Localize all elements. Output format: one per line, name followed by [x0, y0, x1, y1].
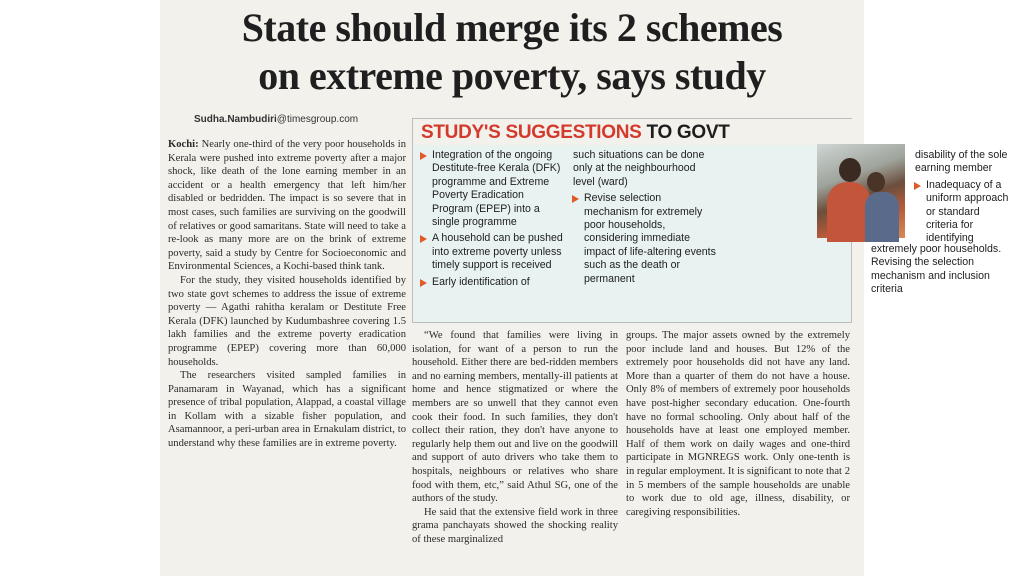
- suggestion-item: Early identification of: [419, 276, 565, 289]
- article-paragraph-2: For the study, they visited households identified by two state govt schemes to address the issue of extreme poverty — Agathi rahitha keralam or Destitute Free Kerala (DFK) launched by Kudumbashree covering 1.5 lakh families and the extreme poverty eradication programme (EPEP) covering more than 60,000 households.: [168, 274, 406, 368]
- suggestion-continuation: such situations can be done only at the neighbourhood level (ward): [573, 149, 705, 188]
- headline: [180, 4, 844, 100]
- article-column-2: [412, 329, 618, 547]
- article-column-1: [168, 138, 406, 451]
- suggestions-column-3: [913, 149, 1009, 249]
- suggestions-column-1: [419, 149, 565, 292]
- suggestion-item: Revise selection mechanism for extremely poor households, considering immediate impact of life-altering events such as the death or permanent: [571, 192, 717, 286]
- byline-email: @timesgroup.com: [276, 114, 359, 125]
- suggestion-continuation: disability of the sole earning member: [915, 149, 1008, 175]
- article-paragraph-4: “We found that families were living in isolation, for want of a person to run the household. Either there are bed-ridden members and no earning members, mentally-ill patients at home and hence stigmatized or where the members are so unwell that they cannot even cook their food. In such families, they don't collect their ration, they don't have anyone to regularly help them out and live on the goodwill and support of auto drivers who take them to hospitals, neighbours or relatives who share food with them, etc,” said Athul SG, one of the authors of the study.: [412, 330, 618, 505]
- article-paragraph-5: He said that the extensive field work in three grama panchayats showed the shocking reality of these marginalized: [412, 506, 618, 545]
- dateline: Kochi:: [168, 139, 199, 150]
- suggestions-column-2: [571, 149, 717, 289]
- article-paragraph-1: Kochi: Nearly one-third of the very poor households in Kerala were pushed into extreme poverty after a major shock, like death of the lone earning member in an accident or a health emergency that left him/her disabled or bedridden. The impact is so severe that in most cases, such families are surviving on the goodwill of relatives or good samaritans. State will need to take a re-look as many more are on the brink of extreme poverty, said a study by Centre for Socioeconomic and Environmental Sciences, a Kochi-based think tank.: [168, 139, 406, 273]
- arrow-bullet-icon: [914, 182, 921, 190]
- article-column-3: [626, 329, 850, 519]
- headline-line-2: on extreme poverty, says study: [258, 53, 766, 98]
- suggestion-continuation-under-photo: extremely poor households. Revising the selection mechanism and inclusion criteria: [871, 243, 1002, 296]
- arrow-bullet-icon: [420, 235, 427, 243]
- suggestion-item: Integration of the ongoing Destitute-free Kerala (DFK) programme and Extreme Poverty Eradication Program (EPEP) into a single programme: [419, 149, 565, 229]
- suggestions-box: [412, 118, 1009, 323]
- arrow-bullet-icon: [420, 152, 427, 160]
- headline-line-1: State should merge its 2 schemes: [241, 5, 783, 50]
- photo-woman-with-child: [817, 144, 905, 238]
- article-paragraph-6: groups. The major assets owned by the extremely poor include land and houses. But 12% of the extremely poor households did not have any land. More than a quarter of them do not have a house. Only 8% of members of extremely poor households have post-higher secondary education. One-fourth have no formal schooling. Only about half of the households have at least one employed member. Half of them work on daily wages and one-third participate in MGNREGS work. Only one-tenth is in regular employment. It is significant to note that 2 in 5 members of the sample households are unable to work due to old age, illness, disability, or caregiving responsibilities.: [626, 330, 850, 518]
- article-paragraph-3: The researchers visited sampled families in Panamaram in Wayanad, which has a significant presence of tribal population, Alappad, a coastal village in Kollam with a sizable fisher population, and Asamannoor, a peri-urban area in Ernakulam district, to understand why these families are in extreme poverty.: [168, 370, 406, 450]
- suggestions-box-title: STUDY'S SUGGESTIONS TO GOVT: [413, 119, 853, 145]
- suggestion-item: Inadequacy of a uniform approach or standard criteria for identifying: [913, 179, 1009, 246]
- arrow-bullet-icon: [420, 279, 427, 287]
- arrow-bullet-icon: [572, 195, 579, 203]
- suggestion-item: A household can be pushed into extreme poverty unless timely support is received: [419, 232, 565, 272]
- byline-name: Sudha.Nambudiri: [194, 114, 277, 125]
- newspaper-clipping: [160, 0, 1009, 576]
- byline: [194, 114, 358, 125]
